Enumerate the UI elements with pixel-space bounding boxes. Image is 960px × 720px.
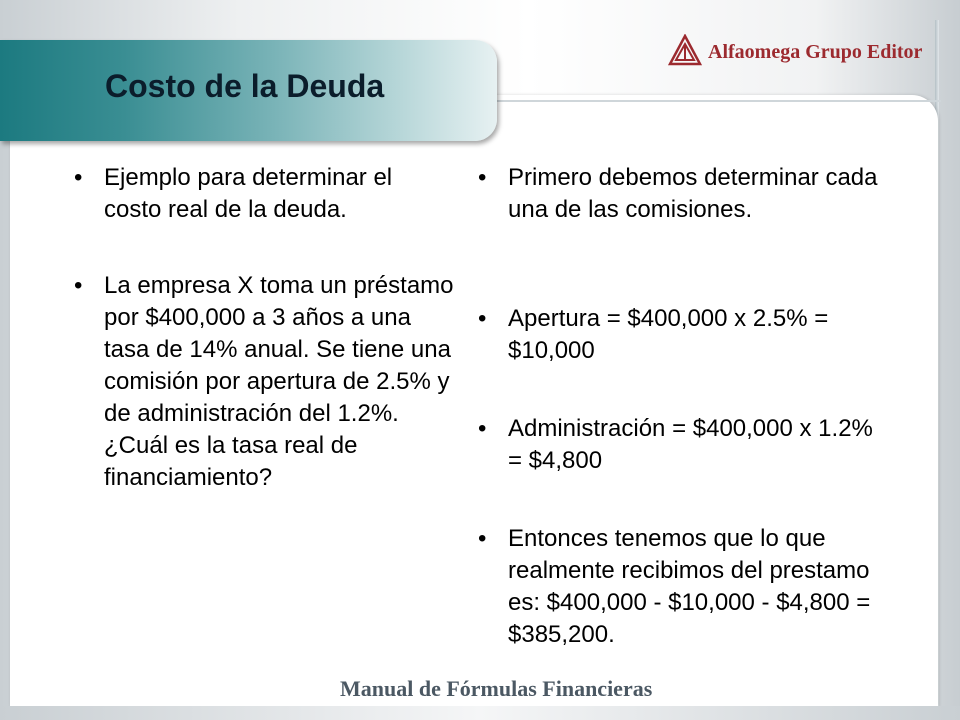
bullet-item — [74, 162, 454, 226]
bullet-item — [478, 162, 878, 226]
bullet-text: Ejemplo para determinar el costo real de la deuda. — [104, 164, 393, 223]
bullet-item — [478, 413, 878, 477]
bottom-band — [0, 706, 960, 720]
bullet-item — [478, 523, 878, 651]
footer-title: Manual de Fórmulas Financieras — [340, 676, 653, 701]
bullet-dot-icon: • — [478, 525, 487, 552]
slide-title: Costo de la Deuda — [105, 68, 385, 104]
bullet-text: La empresa X toma un préstamo por $400,000 a 3 años a una tasa de 14% anual. Se tiene una comisión por apertura de 2.5% y de administración del 1.2%. ¿Cuál es la tasa real de financiamiento? — [104, 272, 454, 491]
bullet-dot-icon: • — [74, 164, 83, 191]
bullet-text: Entonces tenemos que lo que realmente recibimos del prestamo es: $400,000 - $10,000 - $4,800 = $385,200. — [508, 525, 871, 648]
bullet-text: Primero debemos determinar cada una de las comisiones. — [508, 164, 878, 223]
logo-text: Alfaomega Grupo Editor — [708, 40, 923, 63]
bullet-dot-icon: • — [478, 164, 487, 191]
bullet-dot-icon: • — [478, 305, 487, 332]
bullet-item — [74, 270, 454, 494]
bullet-text: Apertura = $400,000 x 2.5% = $10,000 — [508, 305, 829, 364]
header-divider-line — [496, 100, 941, 102]
bullet-item — [478, 303, 878, 367]
publisher-logo — [668, 34, 922, 70]
bullet-dot-icon: • — [478, 415, 487, 442]
alfaomega-triangle-logo-icon — [668, 34, 702, 71]
bullet-text: Administración = $400,000 x 1.2% = $4,800 — [508, 415, 873, 474]
bullet-dot-icon: • — [74, 272, 83, 299]
